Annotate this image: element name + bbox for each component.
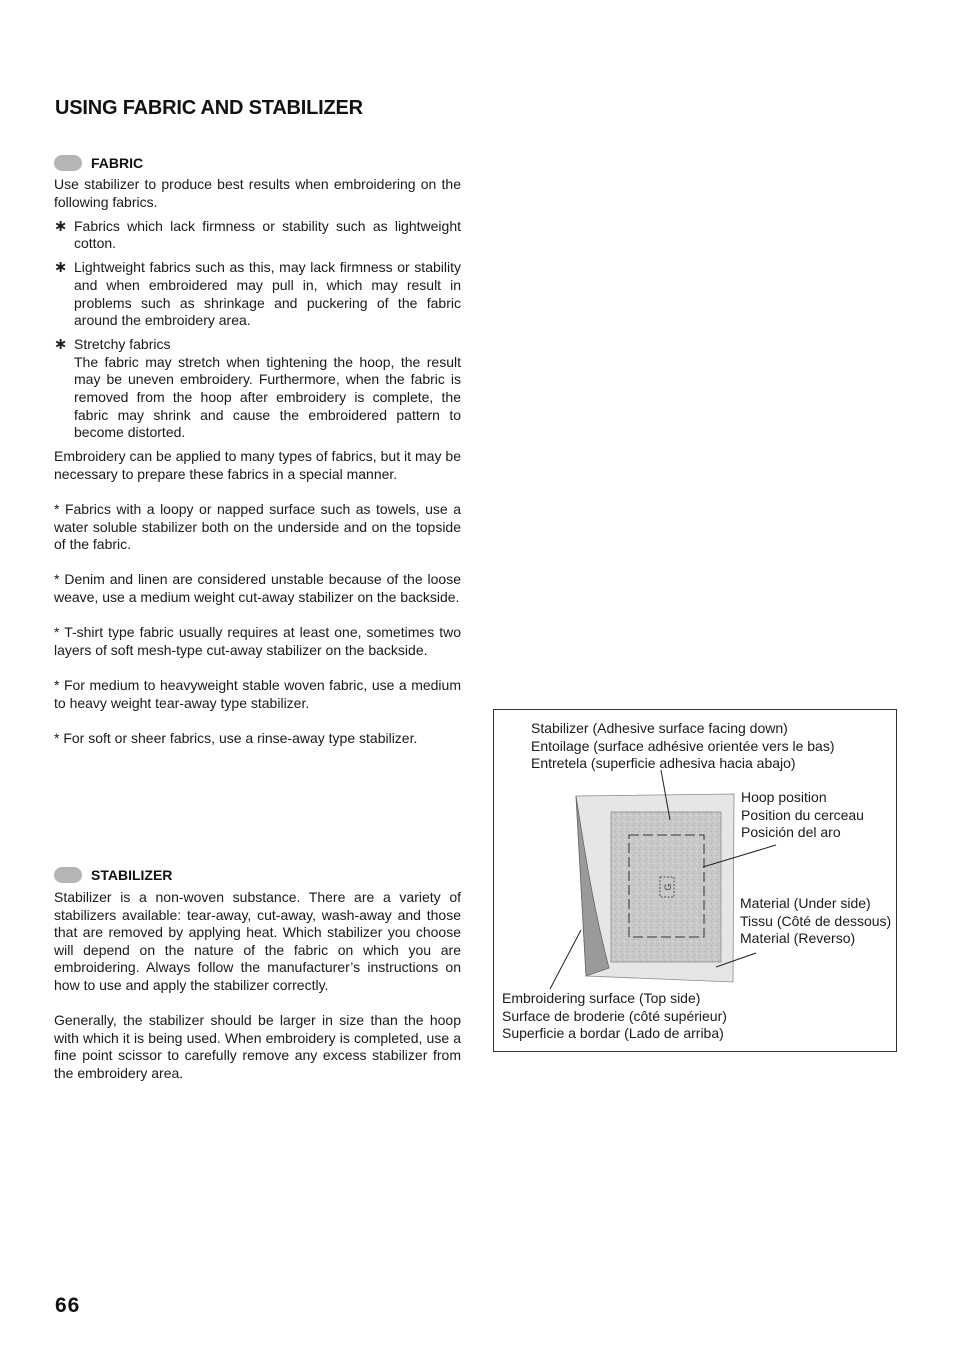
callout-line: Stabilizer (Adhesive surface facing down) [531,720,788,736]
callout-line: Hoop position [741,789,827,805]
stabilizer-section-heading [54,867,172,883]
callout-line: Surface de broderie (côté supérieur) [502,1007,727,1024]
page-title: USING FABRIC AND STABILIZER [55,97,363,119]
hoop-position-callout [741,789,864,842]
callout-line: Embroidering surface (Top side) [502,990,701,1006]
callout-line: Entoilage (surface adhésive orientée vers le bas) [531,737,835,754]
fabric-section-heading [54,155,143,171]
fabric-intro: Use stabilizer to produce best results when embroidering on the following fabrics. [54,176,461,210]
callout-line: Entretela (superficie adhesiva hacia abajo) [531,755,796,771]
stabilizer-section-body [54,889,461,1083]
asterisk-icon: ∗ [54,336,68,354]
fabric-bullet [54,336,461,442]
fabric-paragraph: * For medium to heavyweight stable woven fabric, use a medium to heavy weight tear-away type stabilizer. [54,677,461,711]
fabric-paragraph: * T-shirt type fabric usually requires at least one, sometimes two layers of soft mesh-type cut-away stabilizer on the backside. [54,624,461,658]
stabilizer-paragraph: Stabilizer is a non-woven substance. There are a variety of stabilizers available: tear-away, cut-away, wash-away and those that are removed by applying heat. Which stabilizer you choose will depend on the nature of the fabric on which you are embroidering. Always follow the manufacturer’s instructions on how to use and apply the stabilizer correctly. [54,889,461,993]
fabric-bullet-text: Lightweight fabrics such as this, may lack firmness or stability and when embroidered may pull in, which may result in problems such as shrinkage and puckering of the fabric around the embroidery area. [74,259,461,329]
fabric-section-body [54,176,461,747]
fabric-bullet [54,259,461,329]
asterisk-icon: ∗ [54,259,68,277]
fabric-bullet-text: Fabrics which lack firmness or stability such as lightweight cotton. [74,217,461,252]
embroidering-surface-callout [502,990,727,1043]
stabilizer-callout [531,720,835,773]
fabric-bullet-text: Stretchy fabrics [74,336,171,353]
callout-line: Material (Under side) [740,895,871,911]
callout-line: Material (Reverso) [740,930,856,946]
stabilizer-hoop-diagram [493,709,897,1052]
callout-line: Tissu (Côté de dessous) [740,912,892,929]
page-number: 66 [55,1294,81,1317]
callout-line: Position du cerceau [741,806,864,823]
fabric-paragraph: * Fabrics with a loopy or napped surface such as towels, use a water soluble stabilizer both on the underside and on the topside of the fabric. [54,501,461,553]
fabric-paragraph: * For soft or sheer fabrics, use a rinse-away type stabilizer. [54,729,418,746]
surface-leader-line [550,930,581,989]
asterisk-icon: ∗ [54,217,68,235]
fabric-paragraph: * Denim and linen are considered unstable because of the loose weave, use a medium weight cut-away stabilizer on the backside. [54,571,461,606]
svg-text:G: G [663,883,673,891]
fabric-heading-label: FABRIC [91,155,144,171]
fabric-paragraph: Embroidery can be applied to many types of fabrics, but it may be necessary to prepare these fabrics in a special manner. [54,448,461,482]
callout-line: Posición del aro [741,824,841,840]
fabric-bullet-stretchy [74,336,461,442]
fabric-bullet [54,218,461,253]
material-underside-callout [740,895,891,948]
section-marker-icon [54,155,82,171]
section-marker-icon [54,867,82,883]
stabilizer-paragraph: Generally, the stabilizer should be larger in size than the hoop with which it is being used. When embroidery is completed, use a fine point scissor to carefully remove any excess stabilizer from the embroidery area. [54,1012,461,1081]
stretchy-detail-text: The fabric may stretch when tightening the hoop, the result may be uneven embroidery. Furthermore, when the fabric is removed from the hoop after embroidery is complete, the fabric may shrink and cause the embroidered pattern to become distorted. [74,353,461,441]
stabilizer-heading-label: STABILIZER [91,867,173,883]
callout-line: Superficie a bordar (Lado de arriba) [502,1025,724,1041]
